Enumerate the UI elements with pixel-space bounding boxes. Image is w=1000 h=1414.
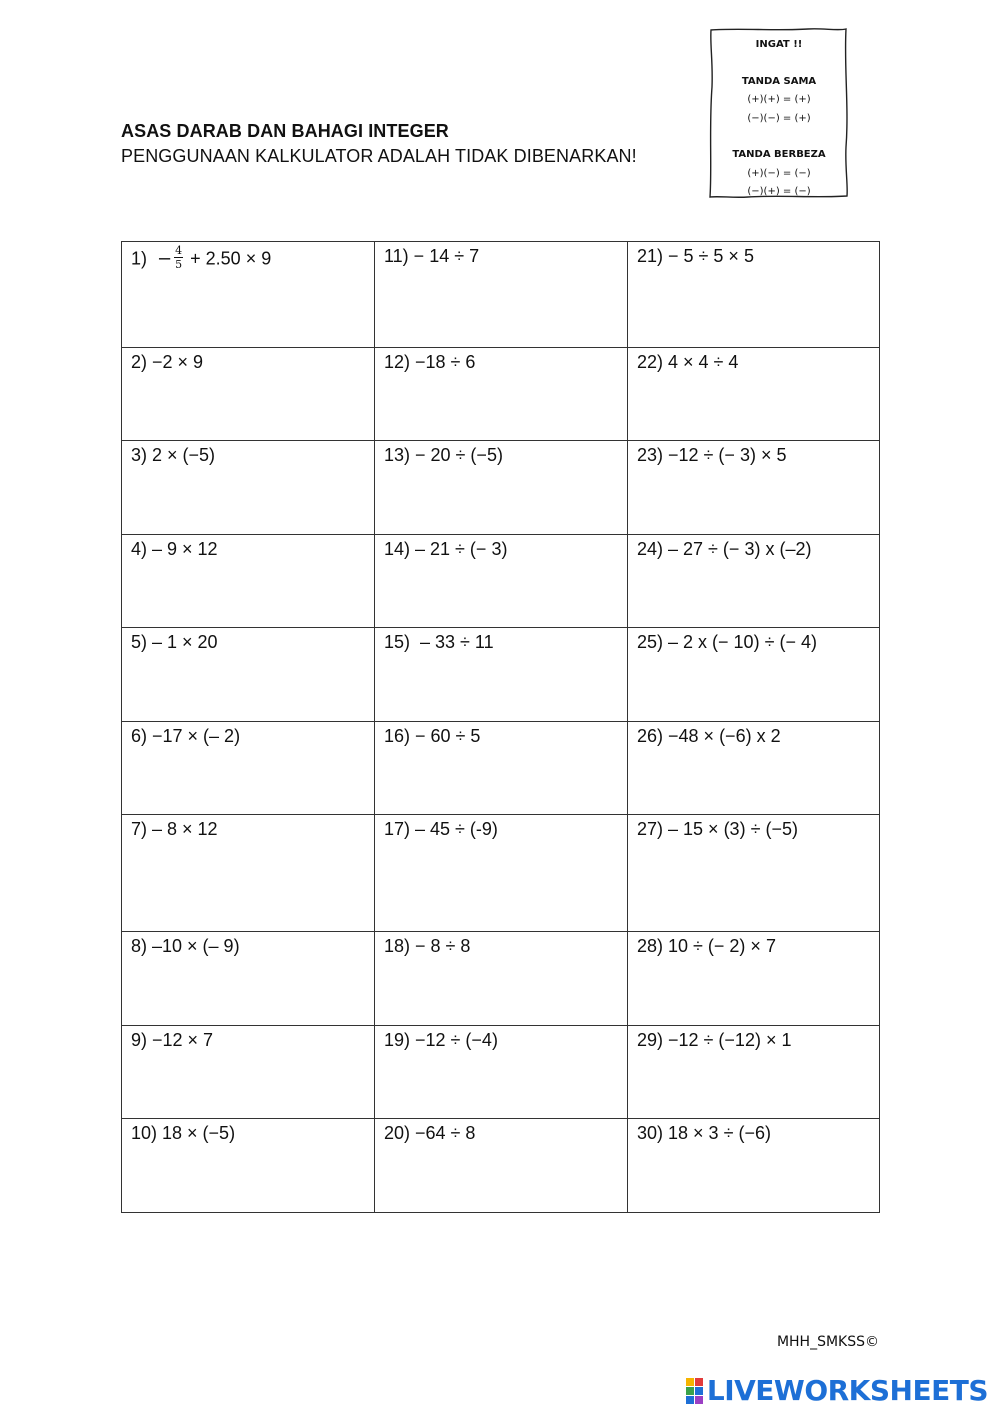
calculator-warning: PENGGUNAAN KALKULATOR ADALAH TIDAK DIBENARKAN! <box>121 146 637 166</box>
question-cell-18[interactable]: 18) − 8 ÷ 8 <box>375 932 628 1026</box>
fraction: $\frac{4}{5}$ <box>175 244 183 271</box>
liveworksheets-logo-icon <box>686 1378 703 1404</box>
reminder-heading: INGAT !! <box>755 39 803 50</box>
table-row <box>122 1119 880 1213</box>
question-cell-29[interactable]: 29) −12 ÷ (−12) × 1 <box>628 1026 880 1119</box>
table-row <box>122 932 880 1026</box>
question-cell-7[interactable]: 7) – 8 × 12 <box>122 815 375 932</box>
same-sign-rule: (+)(+) = (+) <box>747 94 811 105</box>
table-row <box>122 722 880 815</box>
question-cell-26[interactable]: 26) −48 × (−6) x 2 <box>628 722 880 815</box>
question-cell-17[interactable]: 17) – 45 ÷ (-9) <box>375 815 628 932</box>
table-row <box>122 628 880 722</box>
same-sign-title: TANDA SAMA <box>741 75 817 87</box>
reminder-note <box>708 27 850 199</box>
question-cell-2[interactable]: 2) −2 × 9 <box>122 348 375 441</box>
table-row <box>122 441 880 535</box>
question-cell-21[interactable]: 21) − 5 ÷ 5 × 5 <box>628 242 880 348</box>
question-cell-19[interactable]: 19) −12 ÷ (−4) <box>375 1026 628 1119</box>
question-cell-28[interactable]: 28) 10 ÷ (− 2) × 7 <box>628 932 880 1026</box>
same-sign-rule: (−)(−) = (+) <box>747 112 811 124</box>
question-cell-23[interactable]: 23) −12 ÷ (− 3) × 5 <box>628 441 880 535</box>
question-cell-11[interactable]: 11) − 14 ÷ 7 <box>375 242 628 348</box>
question-cell-20[interactable]: 20) −64 ÷ 8 <box>375 1119 628 1213</box>
question-cell-12[interactable]: 12) −18 ÷ 6 <box>375 348 628 441</box>
question-cell-15[interactable]: 15) – 33 ÷ 11 <box>375 628 628 722</box>
question-cell-9[interactable]: 9) −12 × 7 <box>122 1026 375 1119</box>
question-cell-25[interactable]: 25) – 2 x (− 10) ÷ (− 4) <box>628 628 880 722</box>
different-sign-rule: (+)(−) = (−) <box>747 167 811 179</box>
question-cell-6[interactable]: 6) −17 × (– 2) <box>122 722 375 815</box>
question-cell-16[interactable]: 16) − 60 ÷ 5 <box>375 722 628 815</box>
table-row <box>122 815 880 932</box>
different-sign-rule: (−)(+) = (−) <box>747 186 811 197</box>
table-row <box>122 535 880 628</box>
question-cell-13[interactable]: 13) − 20 ÷ (−5) <box>375 441 628 535</box>
question-table <box>121 241 880 1213</box>
table-row <box>122 348 880 441</box>
question-cell-5[interactable]: 5) – 1 × 20 <box>122 628 375 722</box>
question-cell-8[interactable]: 8) –10 × (– 9) <box>122 932 375 1026</box>
question-cell-22[interactable]: 22) 4 × 4 ÷ 4 <box>628 348 880 441</box>
table-row <box>122 1026 880 1119</box>
worksheet-header <box>121 121 637 167</box>
question-cell-27[interactable]: 27) – 15 × (3) ÷ (−5) <box>628 815 880 932</box>
table-row <box>122 242 880 348</box>
worksheet-title: ASAS DARAB DAN BAHAGI INTEGER <box>121 121 449 141</box>
different-sign-title: TANDA BERBEZA <box>732 149 826 160</box>
liveworksheets-brand: LIVEWORKSHEETS <box>706 1374 988 1407</box>
question-cell-1[interactable]: 1) − $\frac{4}{5}$ + 2.50 × 9 <box>122 242 375 348</box>
question-cell-10[interactable]: 10) 18 × (−5) <box>122 1119 375 1213</box>
question-cell-14[interactable]: 14) – 21 ÷ (− 3) <box>375 535 628 628</box>
question-cell-24[interactable]: 24) – 27 ÷ (− 3) x (–2) <box>628 535 880 628</box>
question-cell-30[interactable]: 30) 18 × 3 ÷ (−6) <box>628 1119 880 1213</box>
liveworksheets-logo[interactable] <box>686 1374 988 1407</box>
author-credit: MHH_SMKSS© <box>776 1334 879 1350</box>
question-cell-3[interactable]: 3) 2 × (−5) <box>122 441 375 535</box>
question-cell-4[interactable]: 4) – 9 × 12 <box>122 535 375 628</box>
